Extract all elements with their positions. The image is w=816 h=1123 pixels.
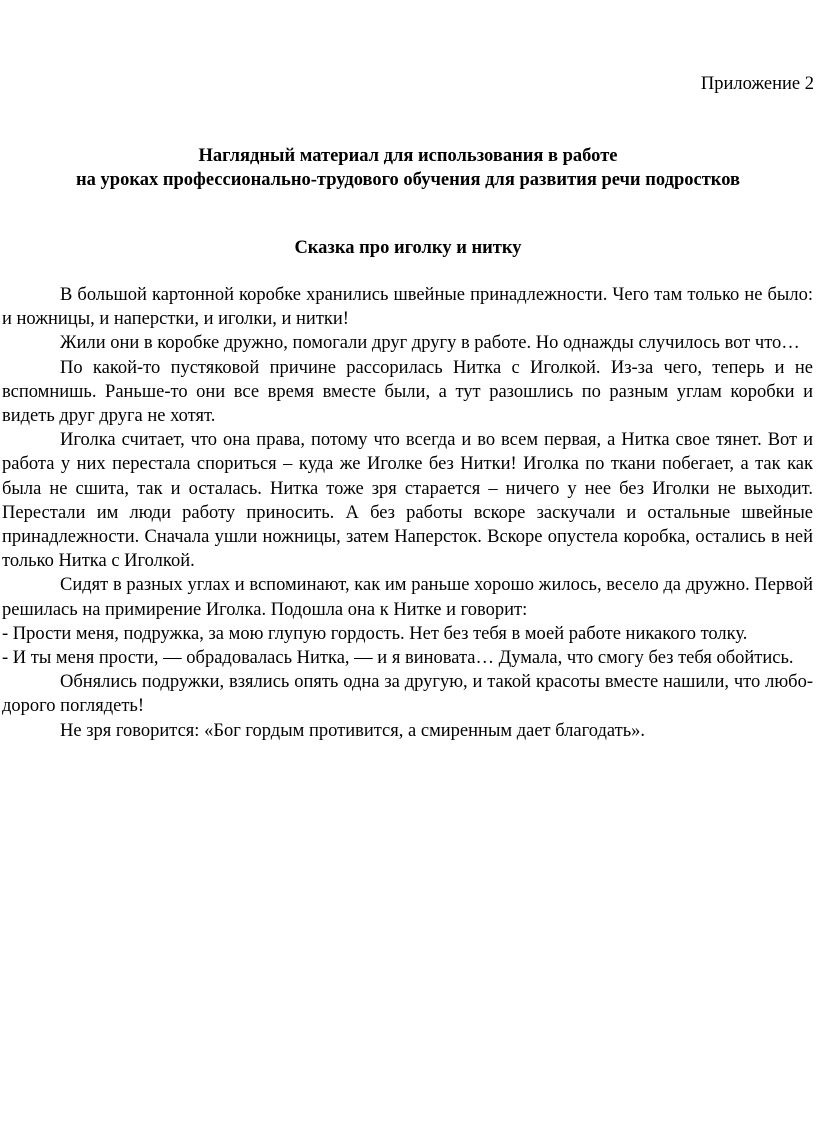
dialogue-line: - Прости меня, подружка, за мою глупую гордость. Нет без тебя в моей работе никакого толку.	[2, 623, 748, 644]
paragraph: Сидят в разных углах и вспоминают, как им раньше хорошо жилось, весело да дружно. Первой решилась на примирение Иголка. Подошла она к Нитке и говорит:	[2, 575, 813, 620]
appendix-label: Приложение 2	[700, 74, 814, 94]
document-heading	[0, 144, 816, 192]
tale-title: Сказка про иголку и нитку	[294, 238, 522, 258]
paragraph: Не зря говорится: «Бог гордым противится, а смиренным дает благодать».	[60, 720, 646, 741]
paragraph: Жили они в коробке дружно, помогали друг другу в работе. Но однажды случилось вот что…	[60, 333, 800, 354]
tale-body	[2, 283, 813, 743]
paragraph: Обнялись подружки, взялись опять одна за другую, и такой красоты вместе нашили, что любо-дорого поглядеть!	[2, 672, 813, 717]
paragraph: По какой-то пустяковой причине рассорилась Нитка с Иголкой. Из-за чего, теперь и не вспомнишь. Раньше-то они все время вместе были, а тут разошлись по разным углам коробки и видеть друг друга не хотят.	[2, 357, 813, 427]
heading-line-2: на уроках профессионально-трудового обучения для развития речи подростков	[76, 170, 740, 190]
dialogue-line: - И ты меня прости, — обрадовалась Нитка, — и я виновата… Думала, что смогу без тебя обойтись.	[2, 648, 794, 669]
paragraph: Иголка считает, что она права, потому что всегда и во всем первая, а Нитка свое тянет. Вот и работа у них перестала спориться – куда же Иголке без Нитки! Иголка по ткани побегает, а так как была не сшита, так и осталась. Нитка тоже зря старается – ничего у нее без Иголки не выходит. Перестали им люди работу приносить. А без работы вскоре заскучали и остальные швейные принадлежности. Сначала ушли ножницы, затем Наперсток. Вскоре опустела коробка, остались в ней только Нитка с Иголкой.	[2, 430, 813, 572]
heading-line-1: Наглядный материал для использования в работе	[198, 146, 618, 166]
paragraph: В большой картонной коробке хранились швейные принадлежности. Чего там только не было: и ножницы, и наперстки, и иголки, и нитки!	[2, 285, 813, 330]
